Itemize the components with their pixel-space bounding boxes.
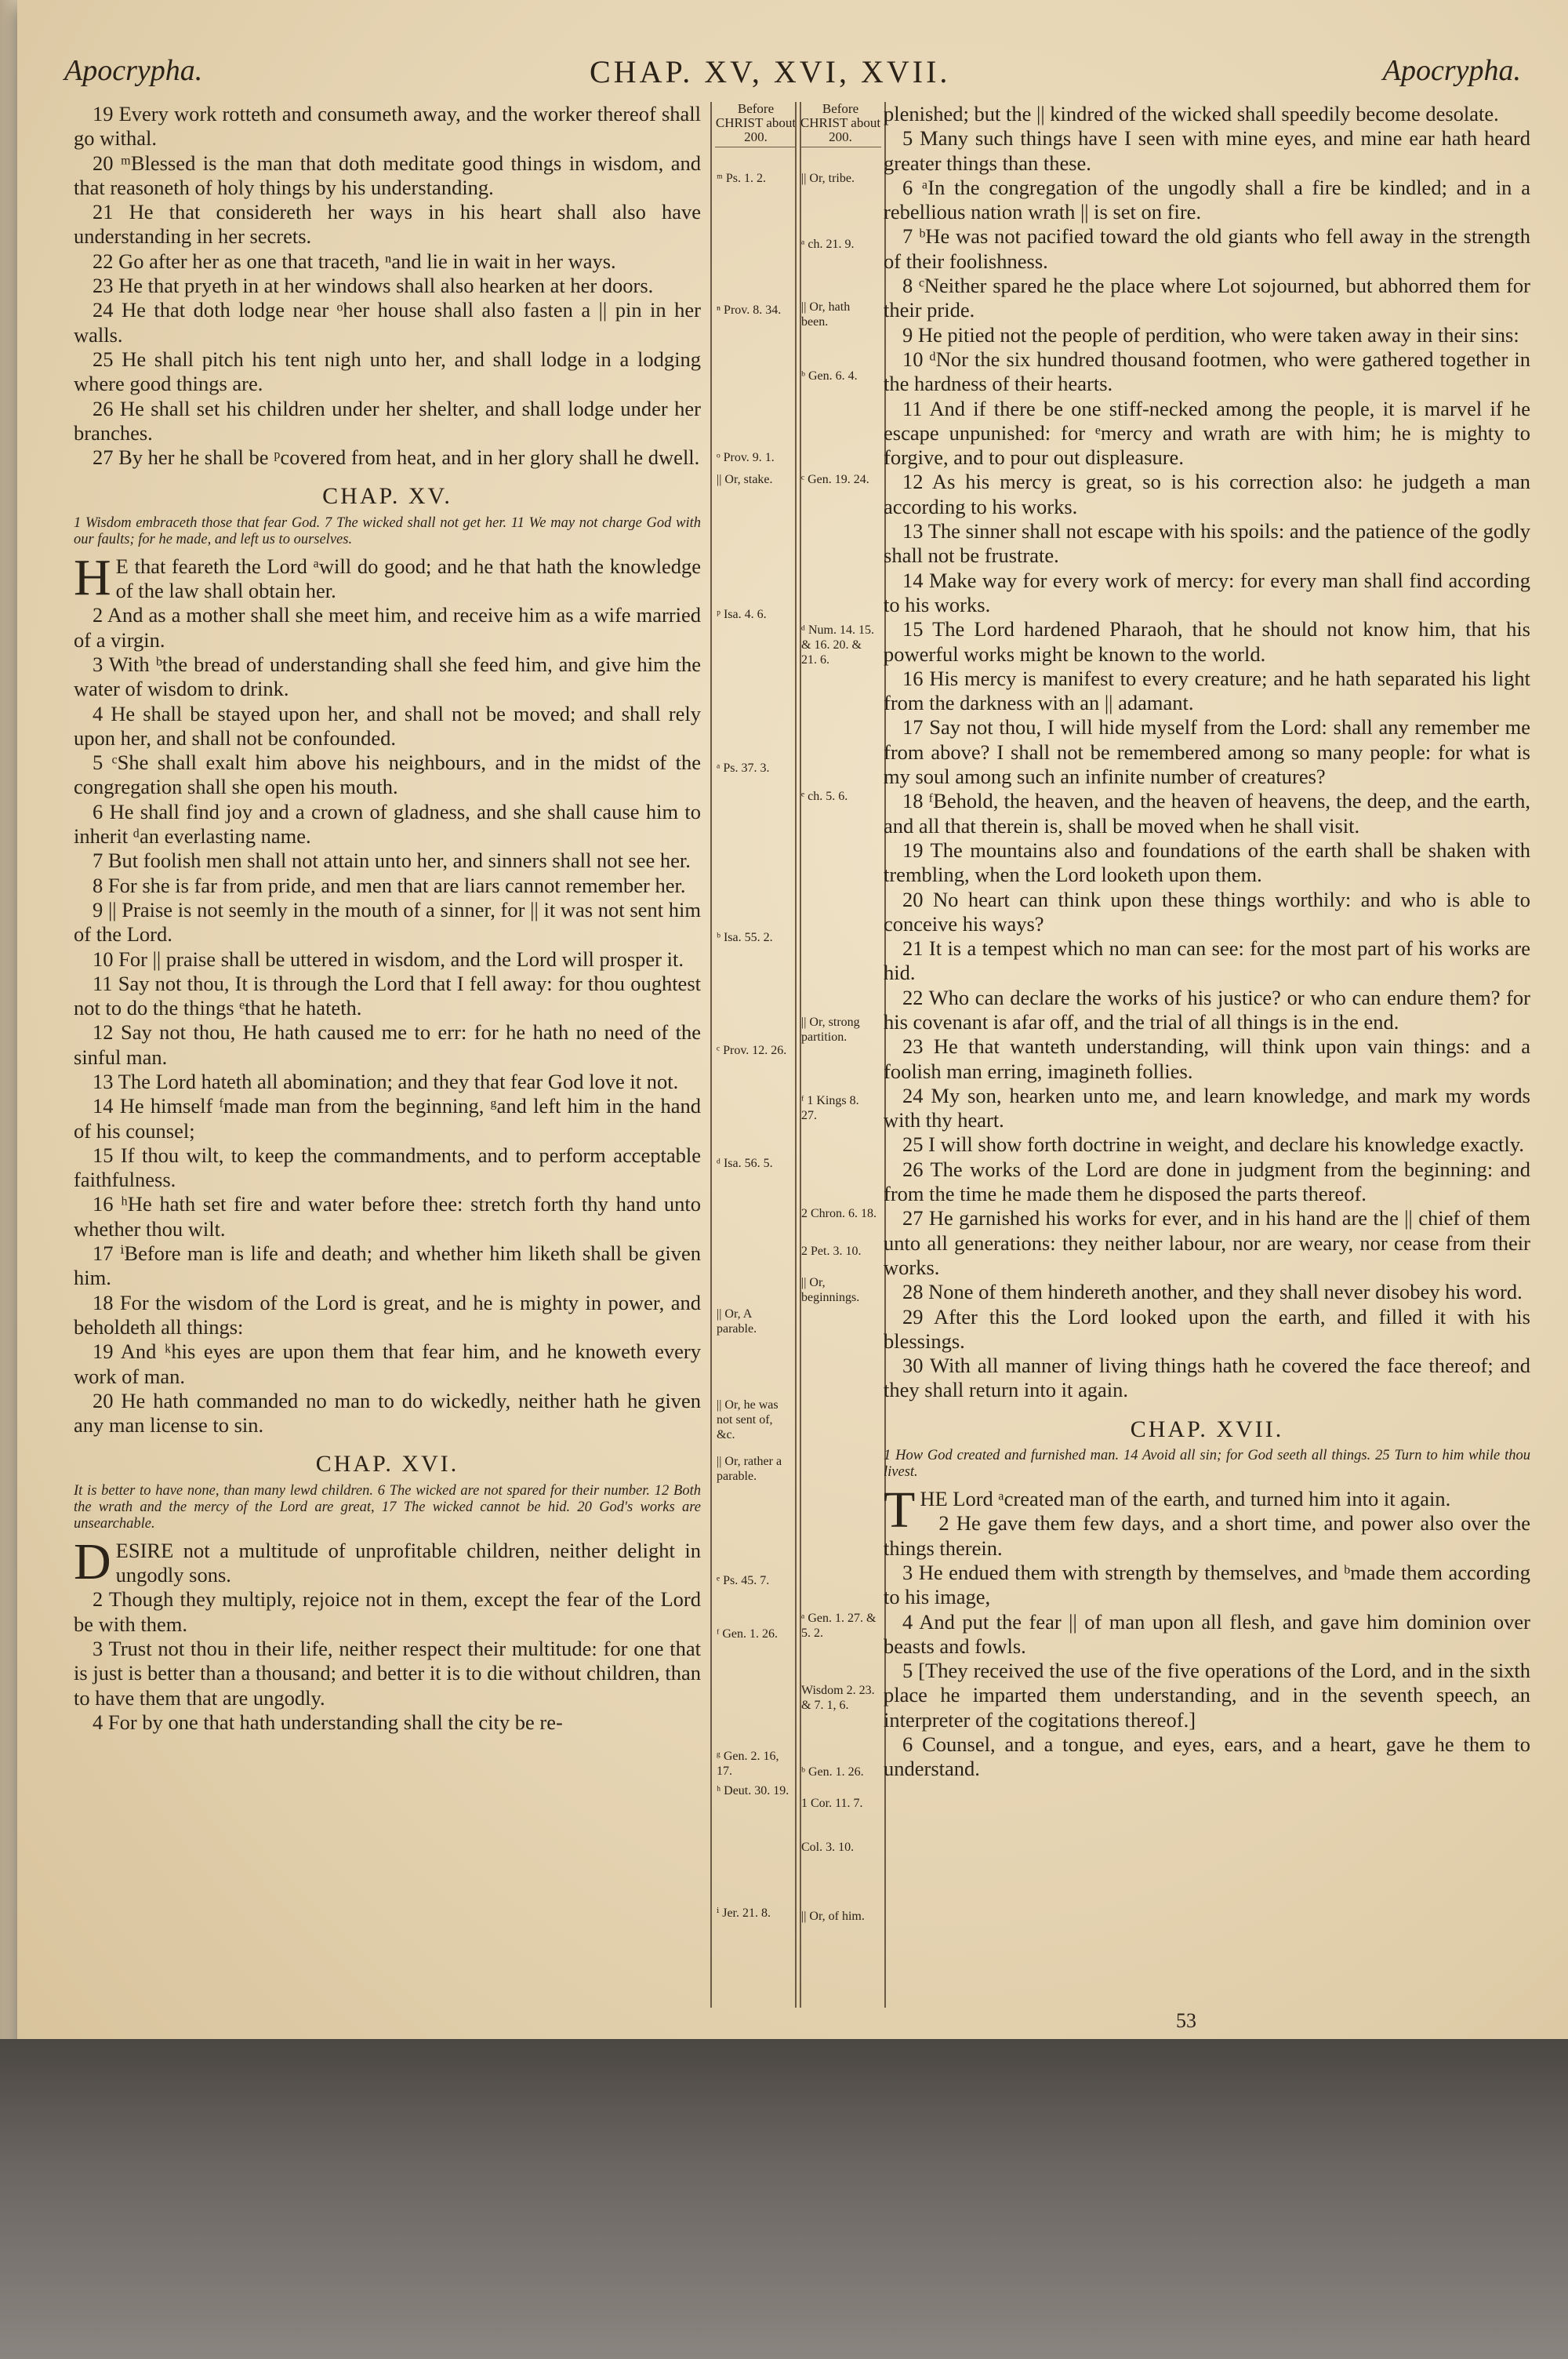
verse: 12 Say not thou, He hath caused me to err: for he hath no need of the sinful man. [74, 1020, 701, 1069]
margin-note: || Or, rather a parable. [717, 1455, 782, 1483]
margin-note: || Or, tribe. [801, 172, 855, 185]
verse: 3 With ᵇthe bread of understanding shall she feed him, and give him the water of wisdom to drink. [74, 652, 701, 701]
margin-note: ᵃ Ps. 37. 3. [717, 761, 770, 775]
margin-heading: Before CHRIST about 200. [715, 102, 797, 147]
verse: 10 ᵈNor the six hundred thousand footmen, who were gathered together in the hardness of their hearts. [884, 347, 1530, 396]
verse: 20 He hath commanded no man to do wickedly, neither hath he given any man license to sin. [74, 1388, 701, 1438]
verse: 19 The mountains also and foundations of the earth shall be shaken with trembling, when the Lord looketh upon them. [884, 838, 1530, 887]
margin-note: ᵃ Gen. 1. 27. & 5. 2. [801, 1612, 877, 1640]
margin-note: 2 Pet. 3. 10. [801, 1245, 862, 1258]
margin-note: || Or, hath been. [801, 300, 851, 329]
verse: 24 My son, hearken unto me, and learn knowledge, and mark my words with thy heart. [884, 1083, 1530, 1132]
verse: 4 And put the fear || of man upon all flesh, and gave him dominion over beasts and fowls. [884, 1609, 1530, 1658]
running-head-chapters: CHAP. XV, XVI, XVII. [590, 54, 951, 89]
margin-note: ᵉ Ps. 45. 7. [717, 1574, 770, 1587]
chapter-16-verses-left [74, 1587, 701, 1735]
margin-note: ᶜ Gen. 19. 24. [801, 473, 869, 486]
chapter-16-verses-right [884, 126, 1530, 1402]
margin-note: ᵖ Isa. 4. 6. [717, 608, 767, 621]
chapter-16-summary: It is better to have none, than many lewd children. 6 The wicked are not spared for their number. 12 Both the wrath and the mercy of the Lord are great, 17 The wicked cannot be hid. 20 God's works are unsearchable. [74, 1482, 701, 1532]
margin-note: || Or, stake. [717, 473, 773, 486]
margin-note: || Or, he was not sent of, &c. [717, 1398, 779, 1441]
verse: 17 Say not thou, I will hide myself from the Lord: shall any remember me from above? I shall not be remembered among so many people: for what is my soul among such an infinite number of creatures? [884, 715, 1530, 789]
verse: 23 He that wanteth understanding, will think upon vain things: and a foolish man erring, imagineth follies. [884, 1034, 1530, 1083]
chapter-15-verses [74, 603, 701, 1438]
margin-note: ⁿ Prov. 8. 34. [717, 304, 782, 317]
verse: 29 After this the Lord looked upon the earth, and filled it with his blessings. [884, 1304, 1530, 1353]
margin-note: ᵇ Isa. 55. 2. [717, 931, 773, 944]
verse: 10 For || praise shall be uttered in wisdom, and the Lord will prosper it. [93, 947, 684, 971]
verse: 15 If thou wilt, to keep the commandments, and to perform acceptable faithfulness. [74, 1143, 701, 1192]
chapter-16-continuation: plenished; but the || kindred of the wicked shall speedily become desolate. [884, 102, 1499, 125]
verse: 18 For the wisdom of the Lord is great, and he is mighty in power, and beholdeth all things: [74, 1290, 701, 1339]
verse: 2 And as a mother shall she meet him, and receive him as a wife married of a virgin. [74, 603, 701, 652]
verse: 27 By her he shall be ᵖcovered from heat, and in her glory shall he dwell. [93, 445, 700, 470]
verse: 25 He shall pitch his tent nigh unto her, and shall lodge in a lodging where good things are. [74, 347, 701, 396]
chapter-15-summary: 1 Wisdom embraceth those that fear God. 7 The wicked shall not get her. 11 We may not charge God with our faults; for he made, and left us to ourselves. [74, 514, 701, 547]
verse: 14 He himself ᶠmade man from the beginning, ᵍand left him in the hand of his counsel; [74, 1094, 701, 1143]
margin-note: ᶠ 1 Kings 8. 27. [801, 1094, 859, 1122]
verse: 11 And if there be one stiff-necked among the people, it is marvel if he escape unpunished: for ᵉmercy and wrath are with him; he is mighty to forgive, and to pour out displeasure. [884, 396, 1530, 470]
margin-note: ᶠ Gen. 1. 26. [717, 1627, 778, 1641]
margin-note: || Or, beginnings. [801, 1276, 860, 1304]
verse: 16 ʰHe hath set fire and water before thee: stretch forth thy hand unto whether thou wilt. [74, 1192, 701, 1241]
verse: 16 His mercy is manifest to every creature; and he hath separated his light from the darkness with an || adamant. [884, 666, 1530, 715]
drop-cap: D [74, 1532, 111, 1590]
margin-heading: Before CHRIST about 200. [800, 102, 881, 147]
verse: 5 ᶜShe shall exalt him above his neighbours, and in the midst of the congregation shall she open his mouth. [74, 751, 701, 799]
margin-note: ᵐ Ps. 1. 2. [717, 172, 766, 185]
verse: 15 The Lord hardened Pharaoh, that he should not know him, that his powerful works might be known to the world. [884, 617, 1530, 666]
chapter-15-title: CHAP. XV. [322, 483, 452, 510]
verse: 4 He shall be stayed upon her, and shall not be moved; and shall rely upon her, and shall not be confounded. [74, 701, 701, 750]
verse: 20 ᵐBlessed is the man that doth meditate good things in wisdom, and that reasoneth of holy things by his understanding. [74, 151, 701, 199]
margin-note: ᵃ ch. 21. 9. [801, 238, 855, 251]
verse: 6 Counsel, and a tongue, and eyes, ears, and a heart, gave he them to understand. [884, 1732, 1530, 1781]
verse: 19 And ᵏhis eyes are upon them that fear him, and he knoweth every work of man. [74, 1339, 701, 1388]
margin-note: Wisdom 2. 23. & 7. 1, 6. [801, 1684, 875, 1712]
margin-note: ᵈ Isa. 56. 5. [717, 1157, 773, 1170]
chapter-17-verse-1: THE Lord ᵃcreated man of the earth, and turned him into it again. [884, 1481, 1451, 1539]
verse: 13 The sinner shall not escape with his spoils: and the patience of the godly shall not be frustrate. [884, 519, 1530, 568]
margin-note: Col. 3. 10. [801, 1841, 855, 1854]
margin-note: ʰ Deut. 30. 19. [717, 1784, 789, 1797]
chapter-16-title: CHAP. XVI. [315, 1451, 459, 1478]
verse: 26 He shall set his children under her shelter, and shall lodge under her branches. [74, 396, 701, 445]
margin-note: || Or, of him. [801, 1910, 865, 1923]
verse: 5 [They received the use of the five operations of the Lord, and in the sixth place he imparted them understanding, and in the seventh speech, an interpreter of the cogitations thereof.] [884, 1659, 1530, 1732]
margin-note: ᵉ ch. 5. 6. [801, 790, 848, 803]
verse: 24 He that doth lodge near ᵒher house shall also fasten a || pin in her walls. [74, 298, 701, 347]
margin-note: 2 Chron. 6. 18. [801, 1207, 877, 1220]
drop-cap: T [884, 1481, 916, 1539]
verse: 17 ⁱBefore man is life and death; and whether him liketh shall be given him. [74, 1241, 701, 1290]
margin-note: ⁱ Jer. 21. 8. [717, 1906, 771, 1920]
verse: 23 He that pryeth in at her windows shall also hearken at her doors. [93, 274, 654, 298]
margin-note: ᵍ Gen. 2. 16, 17. [717, 1750, 779, 1778]
verse: 28 None of them hindereth another, and they shall never disobey his word. [902, 1280, 1523, 1304]
verse: 22 Who can declare the works of his justice? or who can endure them? for his covenant is afar off, and the trial of all things is in the end. [884, 985, 1530, 1034]
drop-cap: H [74, 548, 111, 606]
chapter-16-verse-1: DESIRE not a multitude of unprofitable children, neither delight in ungodly sons. [74, 1532, 701, 1590]
verse: 25 I will show forth doctrine in weight, and declare his knowledge exactly. [902, 1132, 1525, 1157]
verse: 11 Say not thou, It is through the Lord that I fell away: for thou oughtest not to do the things ᵉthat he hateth. [74, 971, 701, 1020]
chapter-14-verses [74, 102, 701, 470]
verse: 19 Every work rotteth and consumeth away, and the worker thereof shall go withal. [74, 102, 701, 151]
verse: 21 It is a tempest which no man can see: for the most part of his works are hid. [884, 936, 1530, 985]
verse: 9 || Praise is not seemly in the mouth of a sinner, for || it was not sent him of the Lord. [74, 897, 701, 947]
verse: 8 ᶜNeither spared he the place where Lot sojourned, but abhorred them for their pride. [884, 274, 1530, 322]
margin-note: ᵒ Prov. 9. 1. [717, 451, 775, 464]
verse: 21 He that considereth her ways in his heart shall also have understanding in her secrets. [74, 200, 701, 249]
margin-note: ᵈ Num. 14. 15. & 16. 20. & 21. 6. [801, 623, 874, 667]
verse: 3 Trust not thou in their life, neither respect their multitude: for one that is just is better than a thousand; and better it is to die without children, than to have them that are ungodly. [74, 1636, 701, 1710]
page-number: 53 [1176, 2009, 1196, 2032]
verse: 5 Many such things have I seen with mine eyes, and mine ear hath heard greater things than these. [884, 126, 1530, 175]
margin-note: || Or, A parable. [717, 1307, 757, 1336]
chapter-17-summary: 1 How God created and furnished man. 14 Avoid all sin; for God seeth all things. 25 Turn to him while thou livest. [884, 1448, 1530, 1481]
running-head-left: Apocrypha. [64, 54, 203, 87]
verse: 14 Make way for every work of mercy: for every man shall find according to his works. [884, 568, 1530, 616]
book-page [17, 0, 1568, 2055]
chapter-17-verses [884, 1511, 1530, 1781]
verse: 22 Go after her as one that traceth, ⁿand lie in wait in her ways. [93, 249, 616, 273]
right-margin-references [795, 102, 886, 2008]
verse: 4 For by one that hath understanding shall the city be re- [93, 1710, 563, 1734]
verse: 13 The Lord hateth all abomination; and they that fear God love it not. [93, 1069, 679, 1093]
right-text-column [884, 102, 1530, 1782]
chapter-17-title: CHAP. XVII. [1130, 1416, 1284, 1442]
verse: 3 He endued them with strength by themselves, and ᵇmade them according to his image, [884, 1560, 1530, 1609]
verse: 30 With all manner of living things hath he covered the face thereof; and they shall return into it again. [884, 1354, 1530, 1402]
running-head-right: Apocrypha. [1382, 54, 1521, 87]
verse: 18 ᶠBehold, the heaven, and the heaven of heavens, the deep, and the earth, and all that therein is, shall be moved when he shall visit. [884, 789, 1530, 838]
verse: 26 The works of the Lord are done in judgment from the beginning: and from the time he made them he disposed the parts thereof. [884, 1157, 1530, 1206]
verse: 8 For she is far from pride, and men that are liars cannot remember her. [93, 873, 686, 897]
margin-note: 1 Cor. 11. 7. [801, 1797, 863, 1810]
margin-note: || Or, strong partition. [801, 1016, 860, 1044]
verse: 2 Though they multiply, rejoice not in them, except the fear of the Lord be with them. [74, 1587, 701, 1636]
verse: 20 No heart can think upon these things worthily: and who is able to conceive his ways? [884, 887, 1530, 936]
verse: 2 He gave them few days, and a short time, and power also over the things therein. [884, 1511, 1530, 1560]
verse: 12 As his mercy is great, so is his correction also: he judgeth a man according to his works. [884, 470, 1530, 518]
verse: 6 He shall find joy and a crown of gladness, and she shall cause him to inherit ᵈan everlasting name. [74, 799, 701, 849]
margin-note: ᵇ Gen. 1. 26. [801, 1765, 864, 1779]
margin-note: ᶜ Prov. 12. 26. [717, 1044, 787, 1057]
left-margin-references [710, 102, 801, 2008]
margin-note: ᵇ Gen. 6. 4. [801, 369, 858, 383]
verse: 6 ᵃIn the congregation of the ungodly shall a fire be kindled; and in a rebellious nation wrath || is set on fire. [884, 175, 1530, 224]
verse: 9 He pitied not the people of perdition, who were taken away in their sins: [902, 322, 1519, 347]
verse: 7 ᵇHe was not pacified toward the old giants who fell away in the strength of their foolishness. [884, 224, 1530, 273]
verse: 7 But foolish men shall not attain unto her, and sinners shall not see her. [93, 849, 691, 873]
table-surface [0, 2039, 1568, 2359]
left-text-column [74, 102, 701, 1735]
chapter-15-verse-1: H E that feareth the Lord ᵃwill do good; and he that hath the knowledge of the law shall obtain her. [74, 548, 701, 606]
verse: 27 He garnished his works for ever, and in his hand are the || chief of them unto all generations: they neither labour, nor are weary, nor cease from their works. [884, 1206, 1530, 1279]
